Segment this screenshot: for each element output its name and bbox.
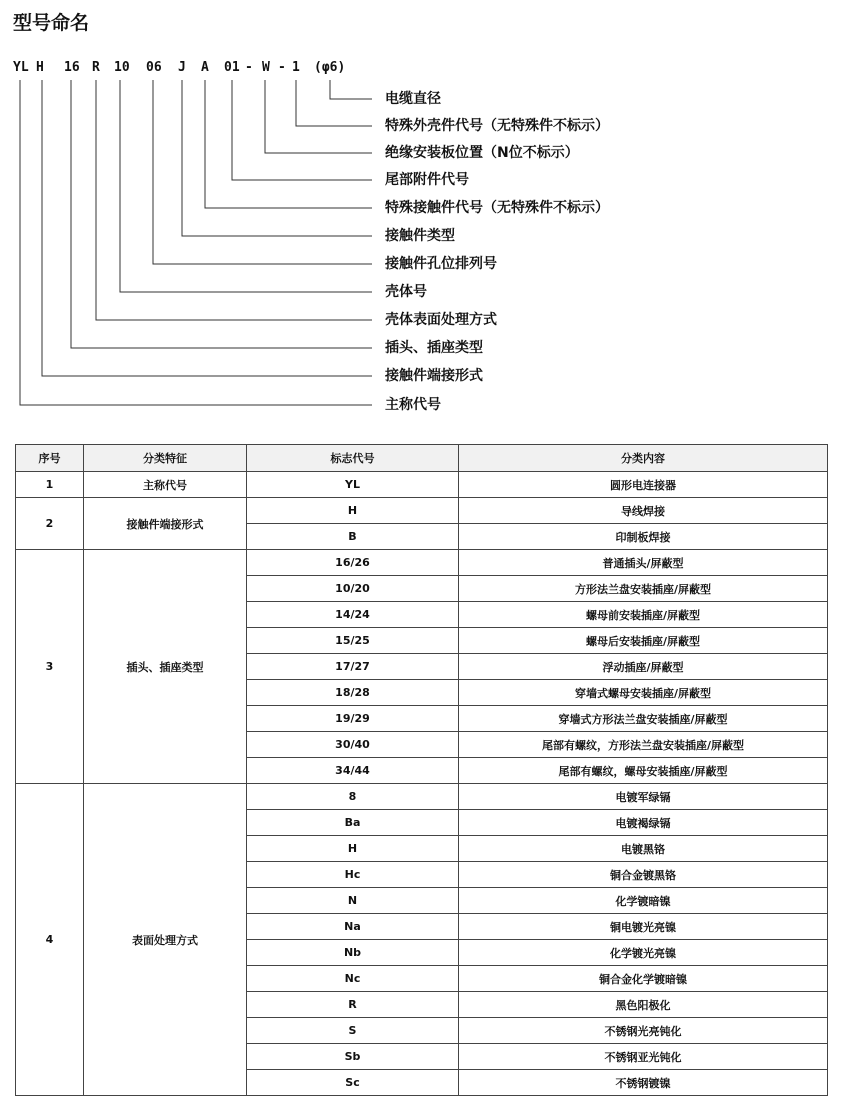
leader-line-plug-receptacle-type [71, 80, 372, 348]
row-code: 8 [247, 784, 459, 810]
table-row [16, 550, 828, 576]
label-special-contact-code: 特殊接触件代号（无特殊件不标示） [385, 200, 609, 216]
row-code: R [247, 992, 459, 1018]
row-content: 穿墙式螺母安装插座/屏蔽型 [459, 680, 828, 706]
row-code: H [247, 836, 459, 862]
label-contact-arrangement: 接触件孔位排列号 [385, 256, 497, 272]
code-token-a: A [201, 60, 209, 75]
row-content: 化学镀暗镍 [459, 888, 828, 914]
leader-line-contact-termination [42, 80, 372, 376]
leader-line-main-code [20, 80, 372, 405]
code-token-w: W [262, 60, 270, 75]
row-content: 浮动插座/屏蔽型 [459, 654, 828, 680]
row-code: N [247, 888, 459, 914]
leader-line-special-shell [296, 80, 372, 126]
row-code: Nb [247, 940, 459, 966]
code-token-yl: YL [13, 60, 29, 75]
table-header-row [16, 445, 828, 472]
row-code: Na [247, 914, 459, 940]
row-code: Ba [247, 810, 459, 836]
group-number: 4 [16, 784, 84, 1096]
header-content: 分类内容 [459, 445, 828, 472]
row-code: B [247, 524, 459, 550]
row-content: 电镀军绿镉 [459, 784, 828, 810]
row-content: 不锈钢亚光钝化 [459, 1044, 828, 1070]
label-tail-accessory-code: 尾部附件代号 [385, 172, 469, 188]
group-feature: 插头、插座类型 [84, 550, 247, 784]
row-content: 铜合金化学镀暗镍 [459, 966, 828, 992]
code-token-j: J [178, 60, 186, 75]
row-content: 印制板焊接 [459, 524, 828, 550]
row-code: Hc [247, 862, 459, 888]
label-insulator-position: 绝缘安装板位置（N位不标示） [385, 145, 579, 161]
row-code: 16/26 [247, 550, 459, 576]
leader-line-shell-finish [96, 80, 372, 320]
code-token-1: 1 [292, 60, 300, 75]
row-content: 尾部有螺纹，方形法兰盘安装插座/屏蔽型 [459, 732, 828, 758]
leader-line-tail-accessory [232, 80, 372, 180]
row-code: 19/29 [247, 706, 459, 732]
leader-line-shell-size [120, 80, 372, 292]
group-feature: 表面处理方式 [84, 784, 247, 1096]
table-row [16, 498, 828, 524]
code-token-10: 10 [114, 60, 130, 75]
row-code: S [247, 1018, 459, 1044]
group-feature: 主称代号 [84, 472, 247, 498]
group-number: 2 [16, 498, 84, 550]
code-token-01: 01 [224, 60, 240, 75]
row-content: 不锈钢镀镍 [459, 1070, 828, 1096]
row-content: 电镀褐绿镉 [459, 810, 828, 836]
row-content: 方形法兰盘安装插座/屏蔽型 [459, 576, 828, 602]
code-token-dash-2: - [278, 60, 286, 75]
group-number: 3 [16, 550, 84, 784]
code-token-h: H [36, 60, 44, 75]
row-code: 18/28 [247, 680, 459, 706]
label-contact-termination: 接触件端接形式 [385, 368, 483, 384]
row-content: 穿墙式方形法兰盘安装插座/屏蔽型 [459, 706, 828, 732]
row-code: 15/25 [247, 628, 459, 654]
row-code: Sc [247, 1070, 459, 1096]
row-content: 尾部有螺纹，螺母安装插座/屏蔽型 [459, 758, 828, 784]
row-content: 圆形电连接器 [459, 472, 828, 498]
classification-table [15, 444, 828, 1096]
row-content: 铜电镀光亮镍 [459, 914, 828, 940]
row-code: 34/44 [247, 758, 459, 784]
row-code: 17/27 [247, 654, 459, 680]
label-plug-receptacle-type: 插头、插座类型 [385, 340, 483, 356]
row-code: YL [247, 472, 459, 498]
leader-line-cable-diameter [330, 80, 372, 99]
label-shell-finish: 壳体表面处理方式 [385, 312, 497, 328]
row-content: 螺母前安装插座/屏蔽型 [459, 602, 828, 628]
label-special-shell-code: 特殊外壳件代号（无特殊件不标示） [385, 118, 609, 134]
row-code: 30/40 [247, 732, 459, 758]
table-row [16, 784, 828, 810]
row-content: 黑色阳极化 [459, 992, 828, 1018]
leader-line-insulator-position [265, 80, 372, 153]
table-row [16, 472, 828, 498]
header-code: 标志代号 [247, 445, 459, 472]
row-content: 铜合金镀黑铬 [459, 862, 828, 888]
row-content: 不锈钢光亮钝化 [459, 1018, 828, 1044]
row-code: H [247, 498, 459, 524]
row-content: 导线焊接 [459, 498, 828, 524]
row-code: 10/20 [247, 576, 459, 602]
code-token-16: 16 [64, 60, 80, 75]
page-title: 型号命名 [13, 12, 90, 34]
code-token-diameter: (φ6) [314, 60, 346, 75]
code-token-r: R [92, 60, 100, 75]
row-content: 螺母后安装插座/屏蔽型 [459, 628, 828, 654]
label-contact-type: 接触件类型 [385, 228, 455, 244]
label-shell-size: 壳体号 [385, 284, 427, 300]
row-code: Sb [247, 1044, 459, 1070]
code-token-dash-1: - [245, 60, 253, 75]
group-number: 1 [16, 472, 84, 498]
row-content: 普通插头/屏蔽型 [459, 550, 828, 576]
row-code: Nc [247, 966, 459, 992]
leader-line-contact-type [182, 80, 372, 236]
row-code: 14/24 [247, 602, 459, 628]
label-main-code: 主称代号 [385, 397, 441, 413]
row-content: 电镀黑铬 [459, 836, 828, 862]
label-cable-diameter: 电缆直径 [385, 91, 441, 107]
group-feature: 接触件端接形式 [84, 498, 247, 550]
header-feature: 分类特征 [84, 445, 247, 472]
header-no: 序号 [16, 445, 84, 472]
code-token-06: 06 [146, 60, 162, 75]
row-content: 化学镀光亮镍 [459, 940, 828, 966]
